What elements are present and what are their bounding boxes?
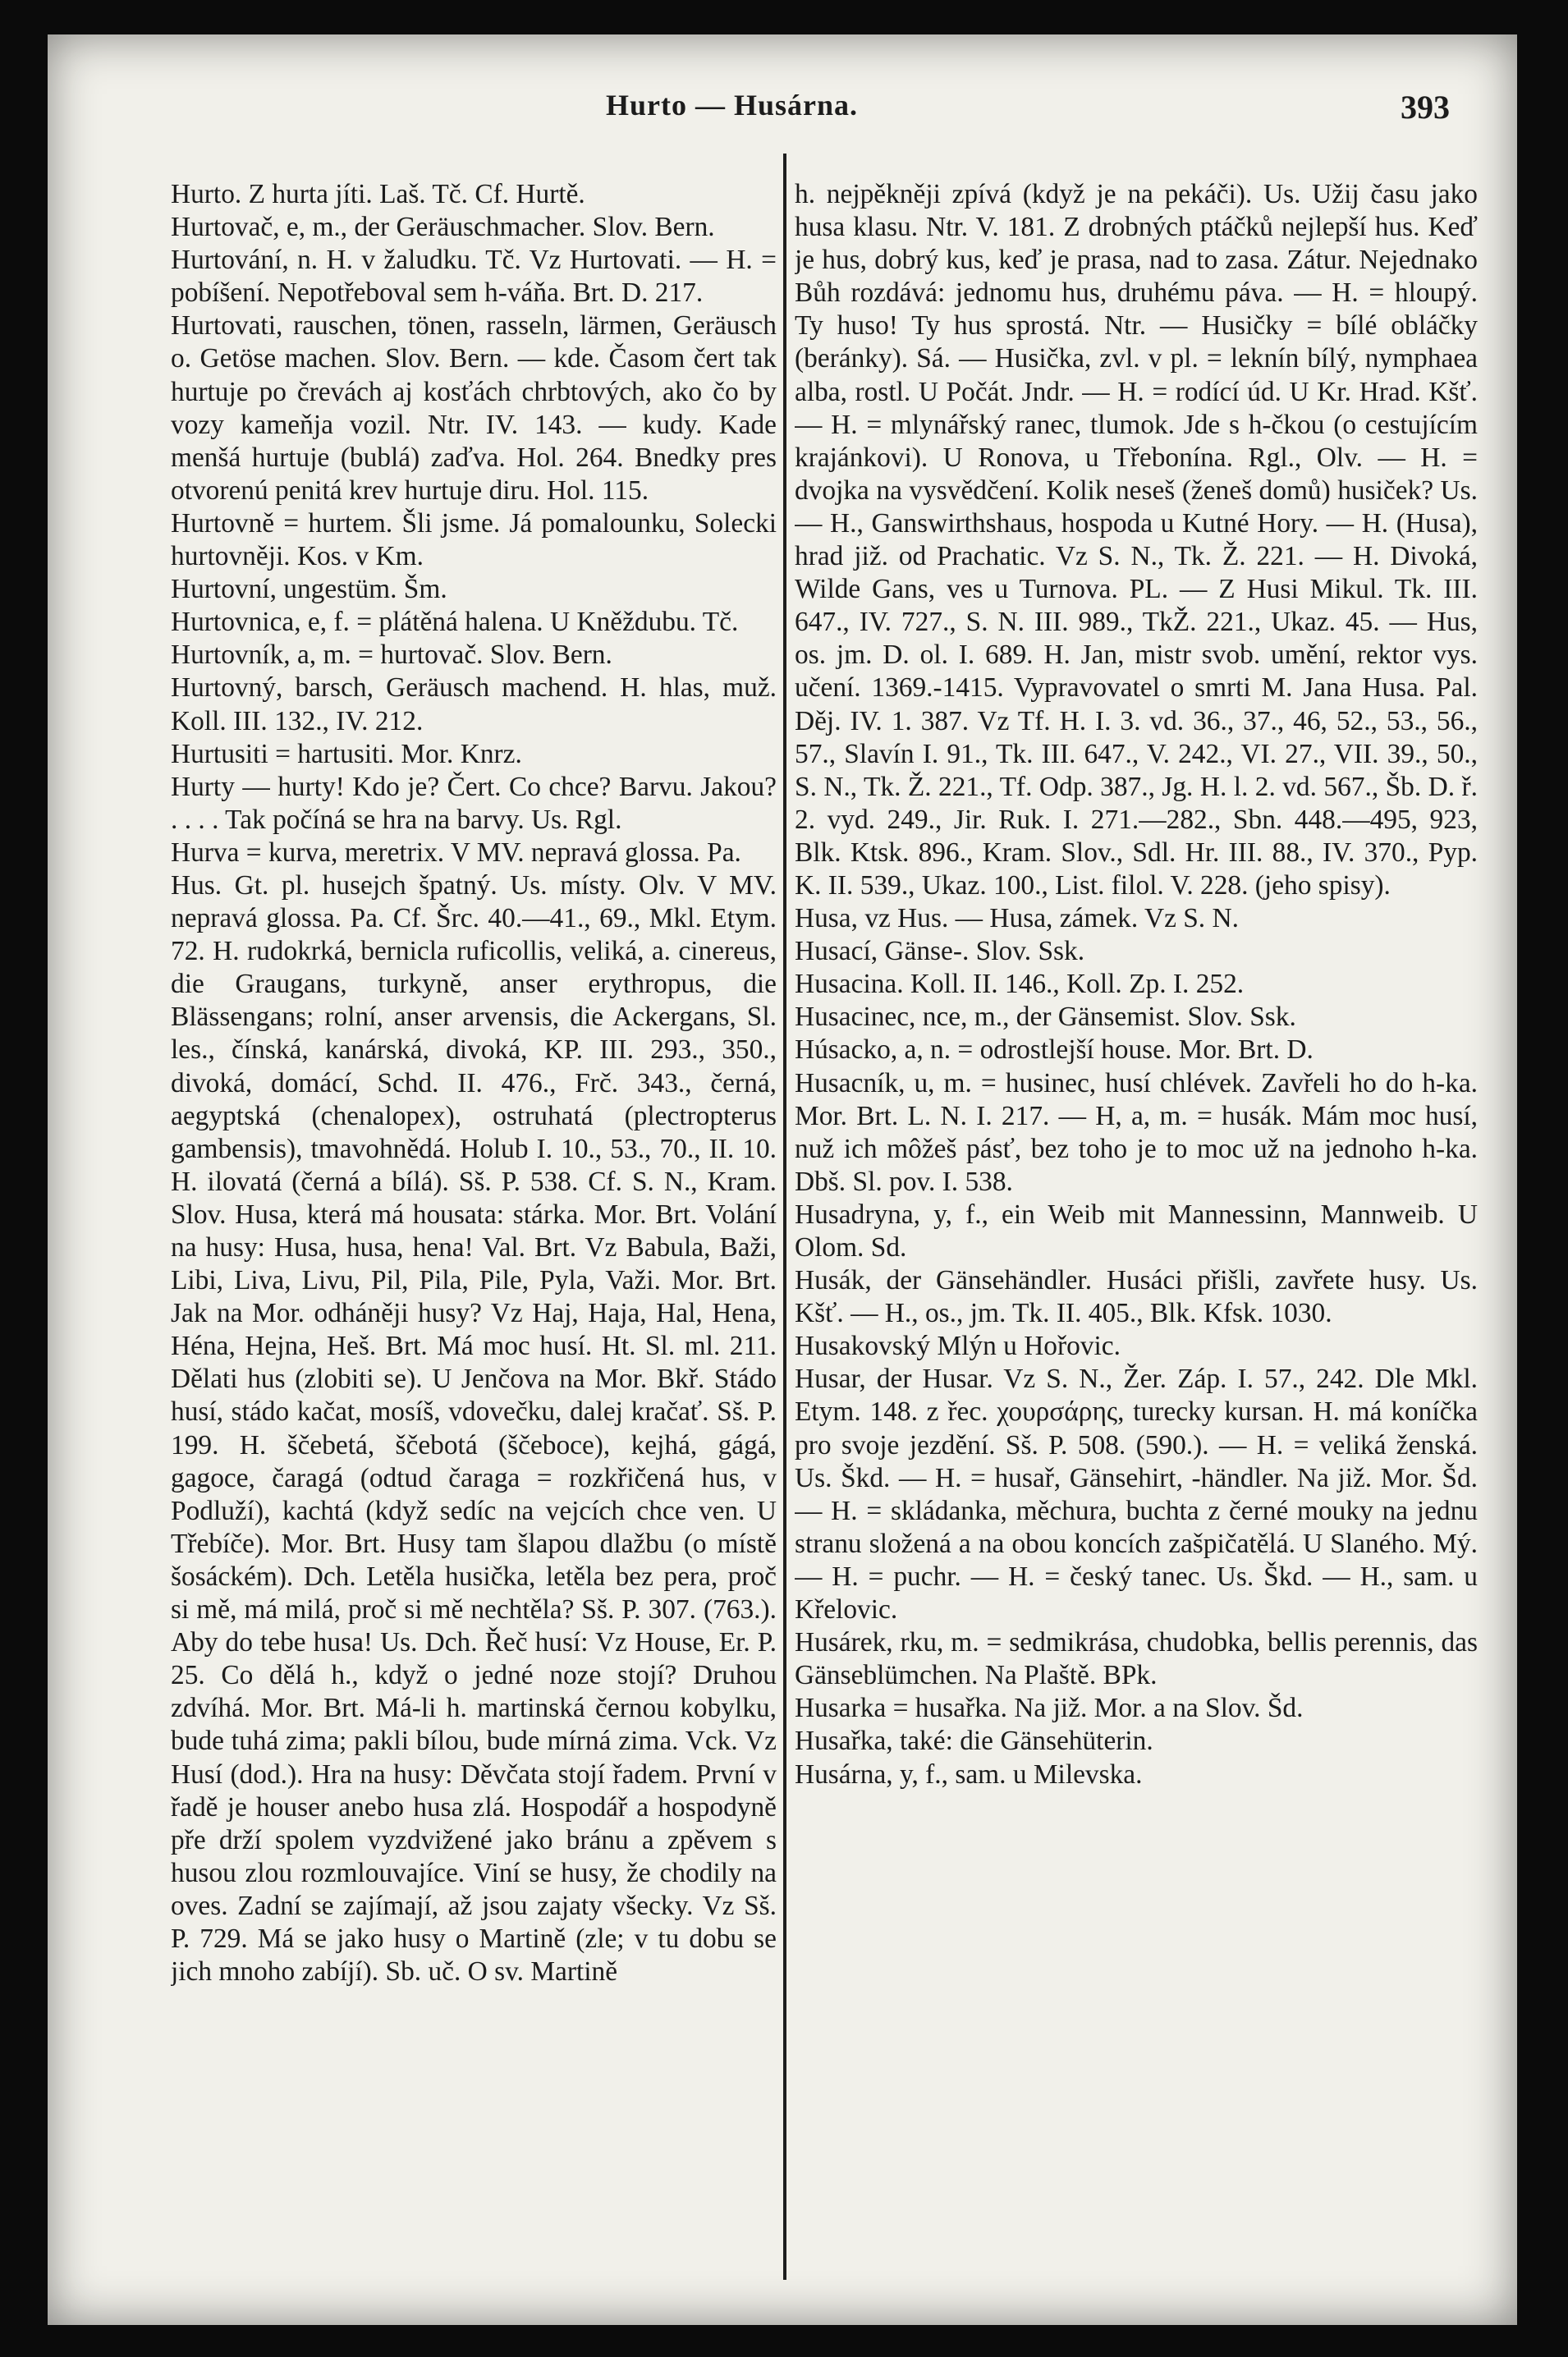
entry: Husacina. Koll. II. 146., Koll. Zp. I. 252. [795,969,1245,1000]
page-header [48,88,1517,137]
entry: Husařka, také: die Gänsehüterin. [795,1726,1153,1757]
running-head: Hurto — Husárna. [606,89,859,122]
entry: Hus. Gt. pl. husejch špatný. Us. místy. Olv. V MV. nepravá glossa. Pa. Cf. Šrc. 40.—41., 69., Mkl. Etym. 72. H. rudokrká, bernicla ruficollis, veliká, a. cinereus, die Graugans, turkyně, anser erythropus, die Blässengans; rolní, anser arvensis, die Ackergans, Sl. les., čínská, kanárská, divoká, KP. III. 293., 350., divoká, domácí, Schd. II. 476., Frč. 343., černá, aegyptská (chenalopex), ostruhatá (plectropterus gambensis), tmavohnědá. Holub I. 10., 53., 70., II. 10. H. ilovatá (černá a bílá). Sš. P. 538. Cf. S. N., Kram. Slov. Husa, která má housata: stárka. Mor. Brt. Volání na husy: Husa, husa, hena! Val. Brt. Vz Babula, Baži, Libi, Liva, Livu, Pil, Pila, Pile, Pyla, Važi. Mor. Brt. Jak na Mor. odháněji husy? Vz Haj, Haja, Hal, Hena, Héna, Hejna, Heš. Brt. Má moc husí. Ht. Sl. ml. 211. Dělati hus (zlobiti se). U Jenčova na Mor. Bkř. Stádo husí, stádo kačat, mosíš, vdovečku, dalej kračať. Sš. P. 199. H. ščebetá, ščebotá (ščeboce), kejhá, gágá, gagoce, čaragá (odtud čaraga = rozkřičená hus, v Podluží), kachtá (když sedíc na vejcích chce ven. U Třebíče). Mor. Brt. Husy tam šlapou dlažbu (o místě šosáckém). Dch. Letěla husička, letěla bez pera, proč si mě, má milá, proč si mě nechtěla? Sš. P. 307. (763.). Aby do tebe husa! Us. Dch. Řeč husí: Vz House, Er. P. 25. Co dělá h., když o jedné noze stojí? Druhou zdvíhá. Mor. Brt. Má-li h. martinská černou kobylku, bude tuhá zima; pakli bílou, bude mírná zima. Vck. Vz Husí (dod.). Hra na husy: Děvčata stojí řadem. První v řadě je houser anebo husa zlá. Hospodář a hospodyně pře drží spolem vyzdvižené jako bránu a zpěvem s husou zlou rozmlouvajíce. Viní se husy, že chodily na oves. Zadní se zajímají, až jsou zajaty všecky. Vz Sš. P. 729. Má se jako husy o Martině (zle; v tu dobu se jich mnoho zabíjí). Sb. uč. O sv. Martině [171,869,777,1988]
entry: Hurtování, n. H. v žaludku. Tč. Vz Hurtovati. — H. = pobíšení. Nepotřeboval sem h-váňa. Brt. D. 217. [171,245,777,309]
entry: Hurtovní, ungestüm. Šm. [171,574,447,605]
right-column [795,178,1478,2304]
entry: Hurtovně = hurtem. Šli jsme. Já pomalounku, Solecki hurtovněji. Kos. v Km. [171,507,777,572]
left-column [171,178,777,2304]
entry: Hurtovati, rauschen, tönen, rasseln, lärmen, Geräusch o. Getöse machen. Slov. Bern. — kde. Časom čert tak hurtuje po črevách aj kosťách chrbtových, ako čo by vozy kameňja vozil. Ntr. IV. 143. — kudy. Kade menšá hurtuje (bublá) zaďva. Hol. 264. Bnedky pres otvorenú penitá krev hurtuje diru. Hol. 115. [171,310,777,506]
entry: Hurtusiti = hartusiti. Mor. Knrz. [171,738,522,769]
entry: Husarka = husařka. Na již. Mor. a na Slov. Šd. [795,1693,1304,1724]
entry: Hurtovnica, e, f. = plátěná halena. U Kněždubu. Tč. [171,607,739,638]
entry: Hurtovač, e, m., der Geräuschmacher. Slov. Bern. [171,212,715,243]
dictionary-page [48,34,1517,2325]
entry: Husací, Gänse-. Slov. Ssk. [795,936,1085,967]
entry: h. nejpěkněji zpívá (když je na pekáči). Us. Užij času jako husa klasu. Ntr. V. 181. Z drobných ptáčků nejlepší hus. Keď je hus, dobrý kus, keď je prasa, nad to zasa. Zátur. Nejednako Bůh rozdává: jednomu hus, druhému páva. — H. = hloupý. Ty huso! Ty hus sprostá. Ntr. — Husičky = bílé obláčky (beránky). Sá. — Husička, zvl. v pl. = leknín bílý, nymphaea alba, rostl. U Počát. Jndr. — H. = rodící úd. U Kr. Hrad. Kšť. — H. = mlynářský ranec, tlumok. Jde s h-čkou (o cestujícím krajánkovi). U Ronova, u Třebonína. Rgl., Olv. — H. = dvojka na vysvědčení. Kolik neseš (ženeš domů) husiček? Us. — H., Ganswirthshaus, hospoda u Kutné Hory. — H. (Husa), hrad již. od Prachatic. Vz S. N., Tk. Ž. 221. — H. Divoká, Wilde Gans, ves u Turnova. PL. — Z Husi Mikul. Tk. III. 647., IV. 727., S. N. III. 989., TkŽ. 221., Ukaz. 45. — Hus, os. jm. D. ol. I. 689. H. Jan, mistr svob. umění, rektor vys. učení. 1369.-1415. Vypravovatel o smrti M. Jana Husa. Pal. Děj. IV. 1. 387. Vz Tf. H. I. 3. vd. 36., 37., 46, 52., 53., 56., 57., Slavín I. 91., Tk. III. 647., V. 242., VI. 27., VII. 39., 50., S. N., Tk. Ž. 221., Tf. Odp. 387., Jg. H. l. 2. vd. 567., Šb. D. ř. 2. vyd. 249., Jir. Ruk. I. 271.—282., Sbn. 448.—495, 923, Blk. Ktsk. 896., Kram. Slov., Sdl. Hr. III. 88., IV. 370., Pyp. K. II. 539., Ukaz. 100., List. filol. V. 228. (jeho spisy). [795,179,1478,901]
entry: Husárek, rku, m. = sedmikrása, chudobka, bellis perennis, das Gänseblümchen. Na Plaště. BPk. [795,1627,1478,1691]
entry: Husárna, y, f., sam. u Milevska. [795,1759,1143,1790]
entry: Hurva = kurva, meretrix. V MV. nepravá glossa. Pa. [171,837,741,868]
entry: Husacník, u, m. = husinec, husí chlévek. Zavřeli ho do h-ka. Mor. Brt. L. N. I. 217. — H, a, m. = husák. Mám moc husí, nuž ich môžeš pásť, bez toho je to moc už na jednoho h-ka. Dbš. Sl. pov. I. 538. [795,1067,1478,1197]
entry: Husadryna, y, f., ein Weib mit Mannessinn, Mannweib. U Olom. Sd. [795,1199,1478,1263]
column-divider [783,154,786,2280]
entry: Husa, vz Hus. — Husa, zámek. Vz S. N. [795,903,1239,934]
entry: Husakovský Mlýn u Hořovic. [795,1331,1121,1362]
entry: Hurtovník, a, m. = hurtovač. Slov. Bern. [171,640,612,671]
entry: Husar, der Husar. Vz S. N., Žer. Záp. I. 57., 242. Dle Mkl. Etym. 148. z řec. χουρσάρης, turecky kursan. H. má koníčka pro svoje jezdění. Sš. P. 508. (590.). — H. = veliká ženská. Us. Škd. — H. = husař, Gänsehirt, -händler. Na již. Mor. Šd. — H. = skládanka, měchura, buchta z černé mouky na jednu stranu složená a na obou koncích zašpičatělá. U Slaného. Mý. — H. = puchr. — H. = český tanec. Us. Škd. — H., sam. u Křelovic. [795,1364,1478,1626]
entry: Hurty — hurty! Kdo je? Čert. Co chce? Barvu. Jakou? . . . . Tak počíná se hra na barvy. Us. Rgl. [171,771,777,835]
page-number: 393 [1401,89,1450,126]
entry: Husacinec, nce, m., der Gänsemist. Slov. Ssk. [795,1002,1296,1033]
entry: Hurtovný, barsch, Geräusch machend. H. hlas, muž. Koll. III. 132., IV. 212. [171,672,777,736]
entry: Húsacko, a, n. = odrostlejší house. Mor. Brt. D. [795,1034,1314,1066]
entry: Hurto. Z hurta jíti. Laš. Tč. Cf. Hurtě. [171,179,585,209]
entry: Husák, der Gänsehändler. Husáci přišli, zavřete husy. Us. Kšť. — H., os., jm. Tk. II. 405., Blk. Kfsk. 1030. [795,1265,1478,1329]
